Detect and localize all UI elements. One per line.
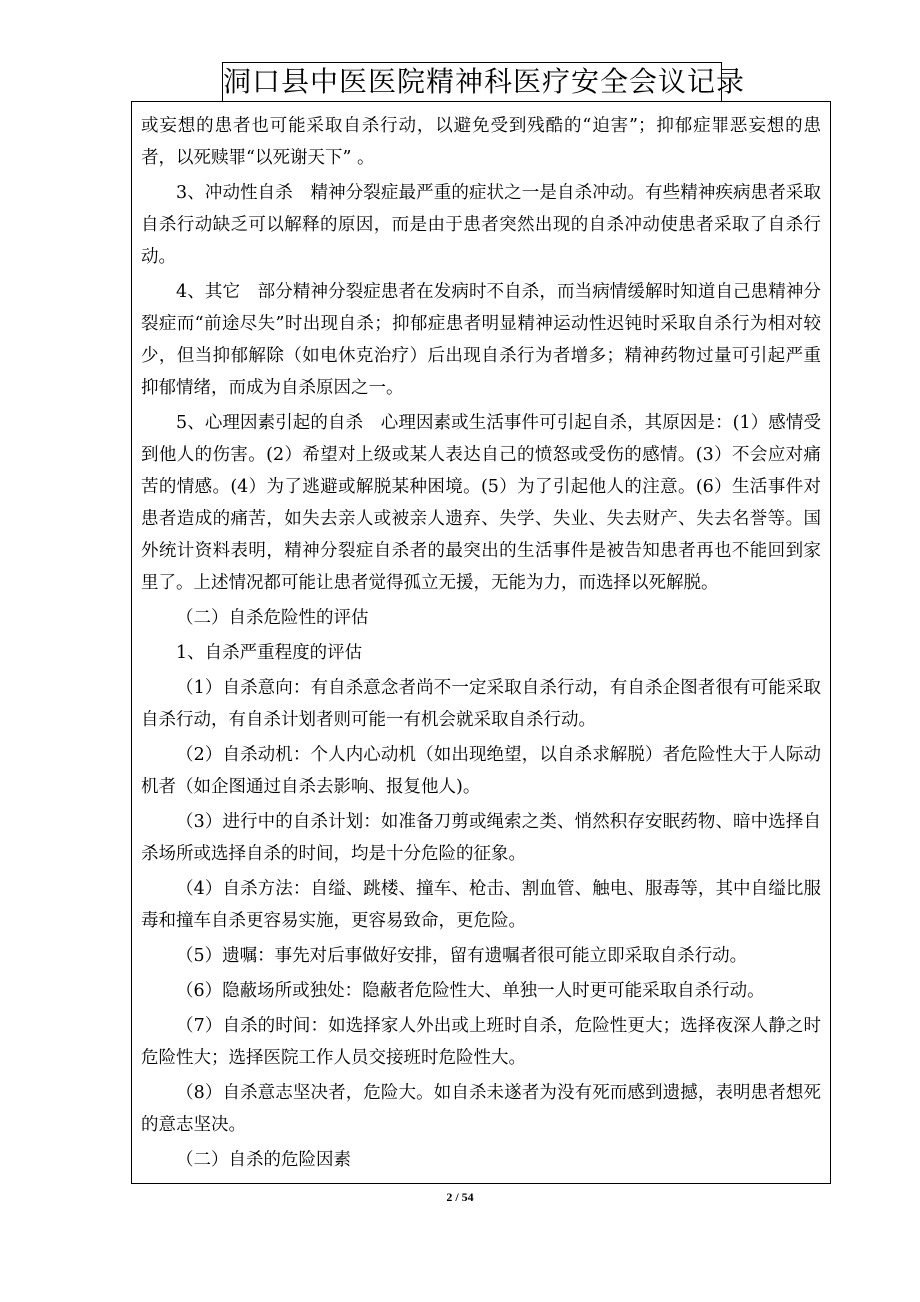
paragraph-impulsive-suicide: 3、冲动性自杀 精神分裂症最严重的症状之一是自杀冲动。有些精神疾病患者采取自杀行动缺乏可以解释的原因，而是由于患者突然出现的自杀冲动使患者采取了自杀行动。 [141,183,821,267]
page-number: 2 / 54 [446,1190,474,1204]
subsection-heading-severity: 1、自杀严重程度的评估 [176,643,363,663]
item-suicide-method: （4）自杀方法：自缢、跳楼、撞车、枪击、割血管、触电、服毒等，其中自缢比服毒和撞车自杀更容易实施，更容易致命，更危险。 [141,879,821,931]
item-suicidal-intent: （1）自杀意向：有自杀意念者尚不一定采取自杀行动，有自杀企图者很有可能采取自杀行动，有自杀计划者则可能一有机会就采取自杀行动。 [141,678,821,730]
paragraph-delusion-continued: 或妄想的患者也可能采取自杀行动，以避免受到残酷的“迫害”；抑郁症罪恶妄想的患者，以死赎罪“以死谢天下” 。 [141,116,821,168]
item-suicidal-motive: （2）自杀动机：个人内心动机（如出现绝望，以自杀求解脱）者危险性大于人际动机者（如企图通过自杀去影响、报复他人)。 [141,745,821,797]
item-suicide-plan: （3）进行中的自杀计划：如准备刀剪或绳索之类、悄然积存安眠药物、暗中选择自杀场所或选择自杀的时间，均是十分危险的征象。 [141,812,821,864]
section-heading-risk-factors: （二）自杀的危险因素 [176,1150,351,1170]
item-will: （5）遗嘱：事先对后事做好安排，留有遗嘱者很可能立即采取自杀行动。 [176,946,748,966]
page-title: 洞口县中医医院精神科医疗安全会议记录 [222,62,722,102]
item-determination: （8）自杀意志坚决者，危险大。如自杀未遂者为没有死而感到遗撼，表明患者想死的意志坚决。 [141,1083,821,1135]
item-suicide-timing: （7）自杀的时间：如选择家人外出或上班时自杀，危险性更大；选择夜深人静之时危险性大；选择医院工作人员交接班时危险性大。 [141,1016,821,1068]
paragraph-psychological-factors: 5、心理因素引起的自杀 心理因素或生活事件可引起自杀，其原因是：(1）感情受到他人的伤害。(2）希望对上级或某人表达自己的愤怒或受伤的感情。(3）不会应对痛苦的情感。(4）为了逃避或解脱某种困境。(5）为了引起他人的注意。(6）生活事件对患者造成的痛苦，如失去亲人或被亲人遗弃、失学、失业、失去财产、失去名誉等。国外统计资料表明，精神分裂症自杀者的最突出的生活事件是被告知患者再也不能回到家里了。上述情况都可能让患者觉得孤立无援，无能为力，而选择以死解脱。 [141,413,821,593]
item-hidden-place: （6）隐蔽场所或独处：隐蔽者危险性大、单独一人时更可能采取自杀行动。 [176,981,765,1001]
section-heading-risk-assessment: （二）自杀危险性的评估 [176,608,369,628]
record-content [131,101,831,1184]
paragraph-other-causes: 4、其它 部分精神分裂症患者在发病时不自杀，而当病情缓解时知道自己患精神分裂症而“前途尽失”时出现自杀；抑郁症患者明显精神运动性迟钝时采取自杀行为相对较少，但当抑郁解除（如电休克治疗）后出现自杀行为者增多；精神药物过量可引起严重抑郁情绪，而成为自杀原因之一。 [141,282,821,398]
